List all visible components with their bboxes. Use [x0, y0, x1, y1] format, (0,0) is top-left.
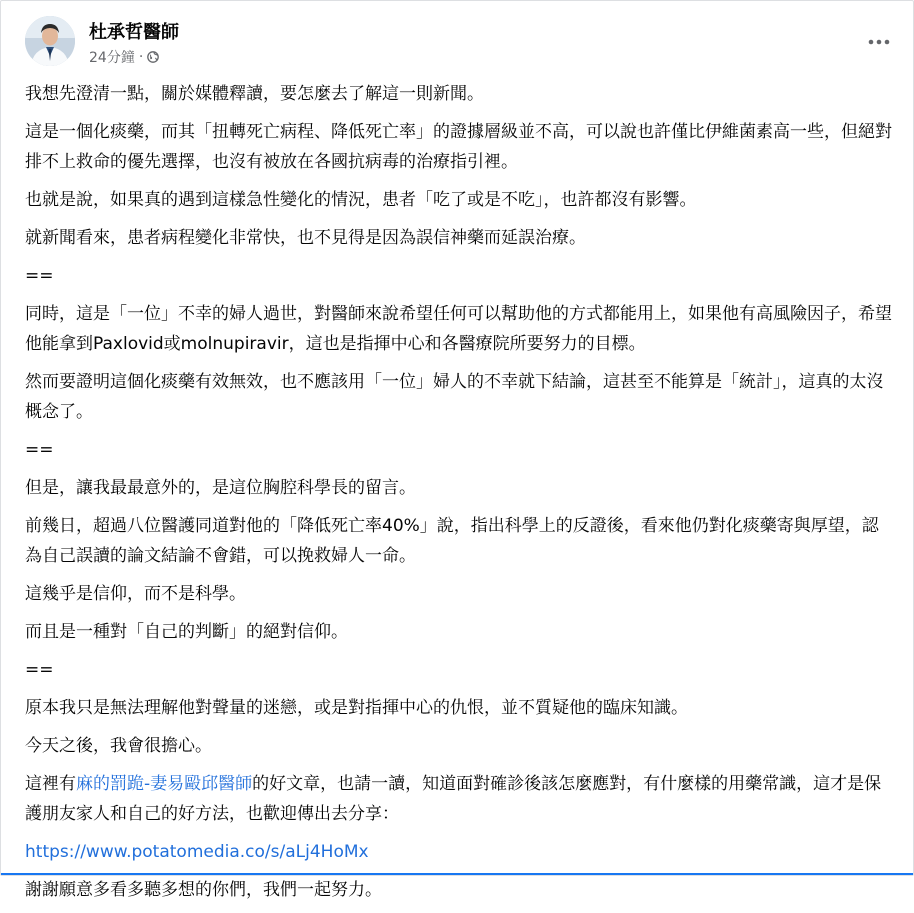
- divider-text: ==: [25, 440, 54, 460]
- paragraph: 也就是說，如果真的遇到這樣急性變化的情況，患者「吃了或是不吃」，也許都沒有影響。: [25, 190, 697, 210]
- paragraph: 這幾乎是信仰，而不是科學。: [25, 584, 246, 604]
- paragraph: 同時，這是「一位」不幸的婦人過世，對醫師來說希望任何可以幫助他的方式都能用上，如果他有高風險因子，希望他能拿到Paxlovid或molnupiravir，這也是指揮中心和各醫療院所要努力的目標。: [25, 304, 892, 354]
- share-paragraph: [25, 769, 893, 829]
- post-header: [21, 14, 901, 70]
- avatar-photo: [25, 16, 75, 66]
- profile-mention-link[interactable]: 麻的罰跪-妻易毆邱醫師: [76, 774, 253, 794]
- post-timestamp[interactable]: 24分鐘: [89, 50, 135, 66]
- share-prefix: 這裡有: [25, 774, 76, 794]
- post-meta: [89, 47, 159, 67]
- divider-text: ==: [25, 266, 54, 286]
- focus-bar: [1, 873, 913, 875]
- paragraph: 原本我只是無法理解他對聲量的迷戀，或是對指揮中心的仇恨，並不質疑他的臨床知識。: [25, 698, 688, 718]
- paragraph: 我想先澄清一點，關於媒體釋讀，要怎麼去了解這一則新聞。: [25, 84, 484, 104]
- paragraph: 但是，讓我最最意外的，是這位胸腔科學長的留言。: [25, 478, 416, 498]
- paragraph: 而且是一種對「自己的判斷」的絕對信仰。: [25, 622, 348, 642]
- paragraph: 就新聞看來，患者病程變化非常快，也不見得是因為誤信神藥而延誤治療。: [25, 228, 586, 248]
- paragraph: 今天之後，我會很擔心。: [25, 736, 212, 756]
- external-url-link[interactable]: https://www.potatomedia.co/s/aLj4HoMx: [25, 842, 369, 862]
- more-horizontal-icon: [867, 38, 891, 46]
- meta-separator: ·: [138, 49, 144, 65]
- paragraph: 這是一個化痰藥，而其「扭轉死亡病程、降低死亡率」的證據層級並不高，可以說也許僅比伊維菌素高一些，但絕對排不上救命的優先選擇，也沒有被放在各國抗病毒的治療指引裡。: [25, 122, 892, 172]
- paragraph: 前幾日，超過八位醫護同道對他的「降低死亡率40%」說，指出科學上的反證後，看來他仍對化痰藥寄與厚望，認為自己誤讀的論文結論不會錯，可以挽救婦人一命。: [25, 516, 879, 566]
- closing-paragraph: 謝謝願意多看多聽多想的你們，我們一起努力。: [25, 880, 382, 900]
- post-body: [25, 79, 893, 913]
- paragraph: 然而要證明這個化痰藥有效無效，也不應該用「一位」婦人的不幸就下結論，這甚至不能算是「統計」，這真的太沒概念了。: [25, 372, 884, 422]
- author-name[interactable]: 杜承哲醫師: [89, 22, 179, 43]
- share-suffix: 的好文章，也請一讀，知道面對確診後該怎麼應對，有什麼樣的用藥常識，這才是保護朋友家人和自己的好方法，也歡迎傳出去分享：: [25, 774, 882, 824]
- more-options-button[interactable]: [861, 24, 897, 60]
- divider-text: ==: [25, 660, 54, 680]
- author-avatar[interactable]: [25, 16, 75, 66]
- globe-icon[interactable]: [147, 51, 159, 63]
- url-paragraph: [25, 837, 893, 867]
